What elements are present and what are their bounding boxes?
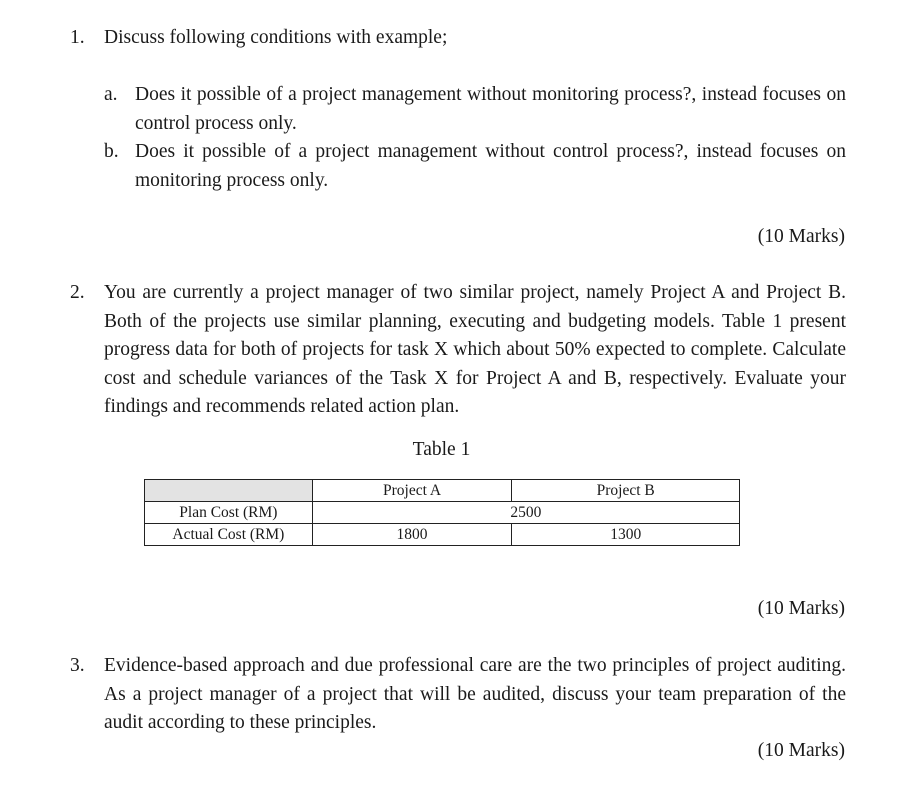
table-row-plan-cost xyxy=(145,502,740,524)
plan-cost-value: 2500 xyxy=(312,502,739,524)
item-a-text: Does it possible of a project management without monitoring process?, instead focuses on control process only. xyxy=(135,84,846,134)
question-2-text: You are currently a project manager of two similar project, namely Project A and Project B. Both of the projects use similar planning, executing and budgeting models. Table 1 present progress data for both of projects for task X which about 50% expected to complete. Calculate cost and schedule variances of the Task X for Project A and B, respectively. Evaluate your findings and recommends related action plan. xyxy=(104,282,846,417)
table-header-project-b: Project B xyxy=(512,480,740,502)
table-1 xyxy=(144,479,740,546)
table-header-blank xyxy=(145,480,313,502)
question-2-number: 2. xyxy=(70,282,85,303)
actual-cost-project-b: 1300 xyxy=(512,524,740,546)
table-row-actual-cost xyxy=(145,524,740,546)
item-b-text: Does it possible of a project management without control process?, instead focuses on monitoring process only. xyxy=(135,141,846,191)
table-header-row xyxy=(145,480,740,502)
question-1-item-a xyxy=(104,81,846,138)
plan-cost-label: Plan Cost (RM) xyxy=(145,502,313,524)
item-a-label: a. xyxy=(104,84,118,105)
question-2 xyxy=(70,279,846,422)
question-3-marks: (10 Marks) xyxy=(757,740,845,761)
question-3 xyxy=(70,652,846,738)
item-b-label: b. xyxy=(104,141,119,162)
question-3-number: 3. xyxy=(70,655,85,676)
table-caption: Table 1 xyxy=(412,439,471,460)
question-2-marks: (10 Marks) xyxy=(757,598,845,619)
question-1-text: Discuss following conditions with example; xyxy=(104,27,448,48)
question-1-number: 1. xyxy=(70,27,85,48)
table-header-project-a: Project A xyxy=(312,480,512,502)
question-3-text: Evidence-based approach and due professional care are the two principles of project auditing. As a project manager of a project that will be audited, discuss your team preparation of the audit according to these principles. xyxy=(104,655,846,733)
actual-cost-project-a: 1800 xyxy=(312,524,512,546)
question-1-marks: (10 Marks) xyxy=(757,226,845,247)
question-1 xyxy=(70,24,850,53)
actual-cost-label: Actual Cost (RM) xyxy=(145,524,313,546)
question-1-item-b xyxy=(104,138,846,195)
